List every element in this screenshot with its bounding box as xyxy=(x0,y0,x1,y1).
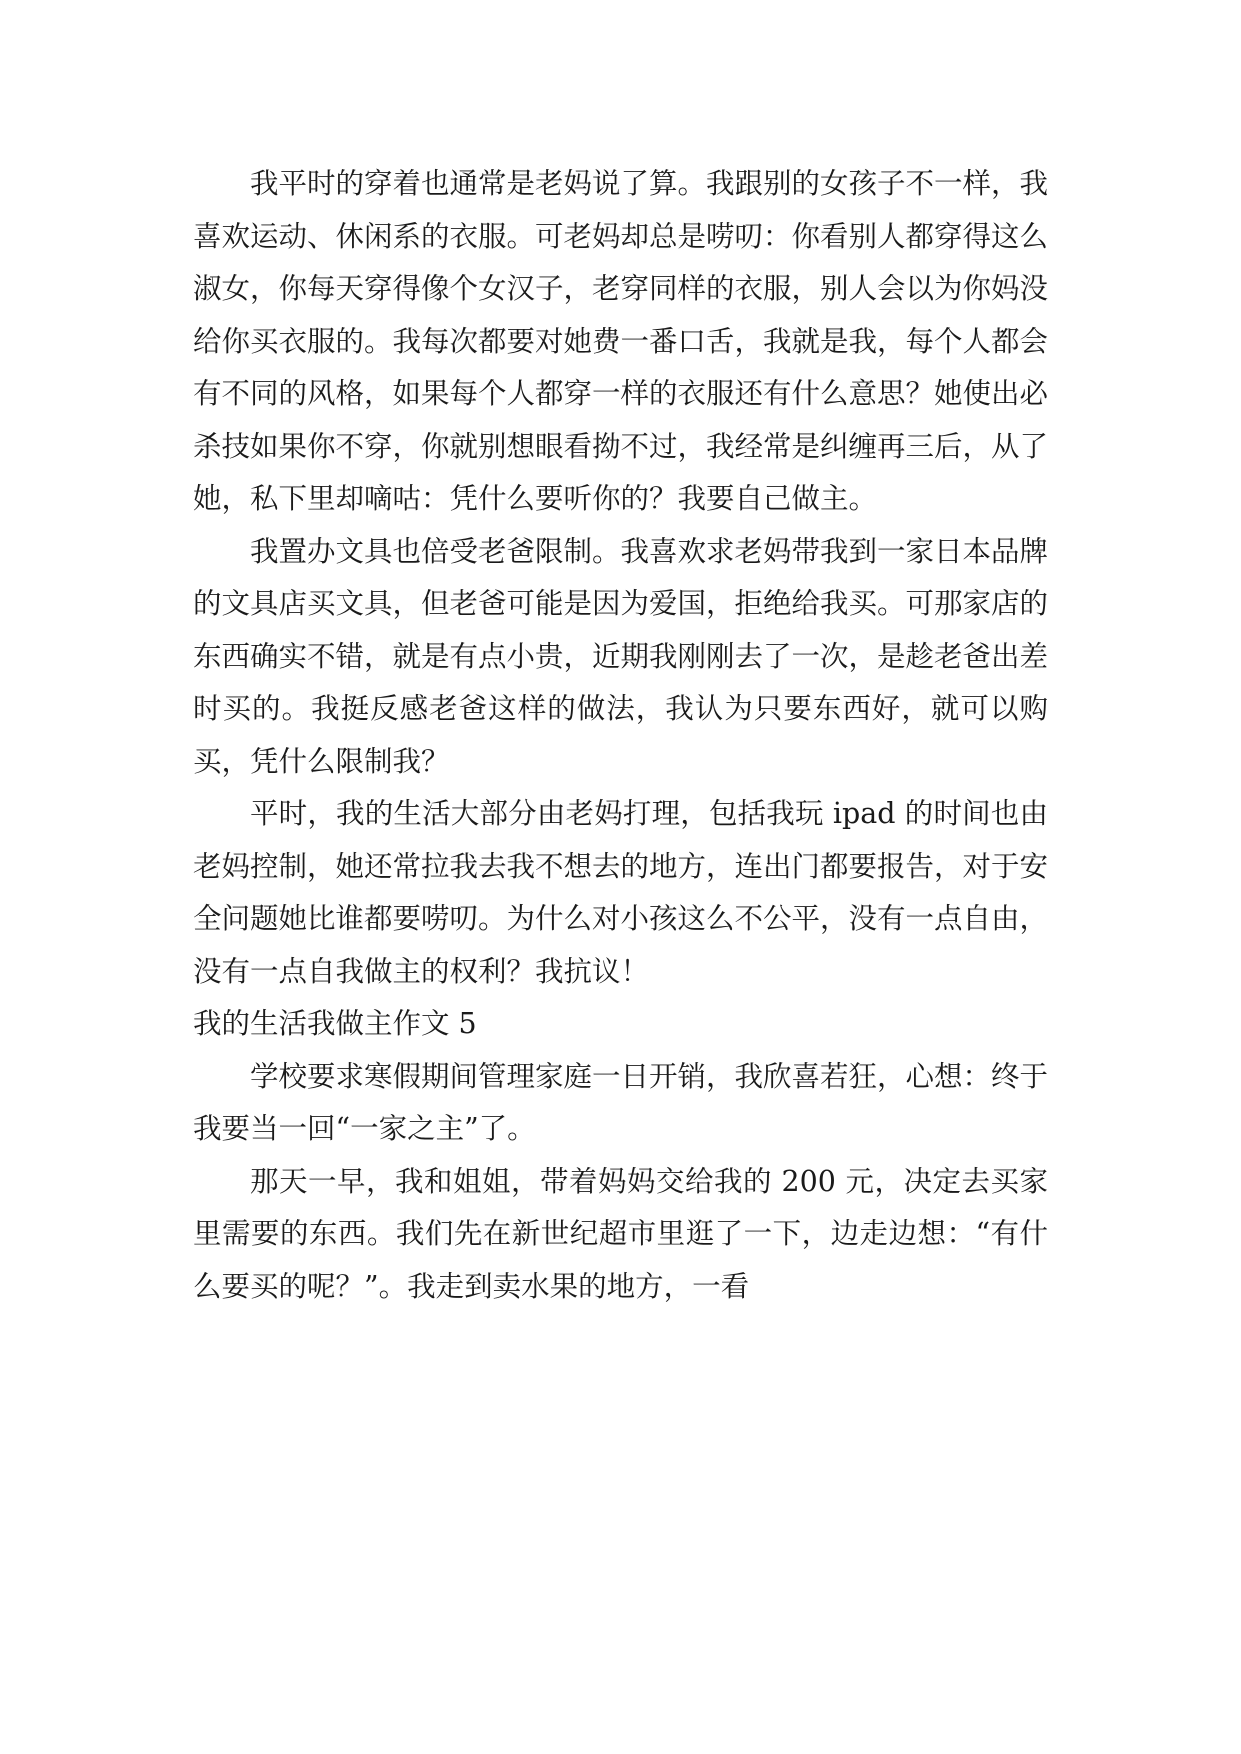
paragraph-stationery: 我置办文具也倍受老爸限制。我喜欢求老妈带我到一家日本品牌的文具店买文具，但老爸可能是因为爱国，拒绝给我买。可那家店的东西确实不错，就是有点小贵，近期我刚刚去了一次，是趁老爸出差时买的。我挺反感老爸这样的做法，我认为只要东西好，就可以购买，凭什么限制我？ xyxy=(193,534,1049,778)
paragraph-daily-life: 平时，我的生活大部分由老妈打理，包括我玩 ipad 的时间也由老妈控制，她还常拉我去我不想去的地方，连出门都要报告，对于安全问题她比谁都要唠叨。为什么对小孩这么不公平，没有一点自由，没有一点自我做主的权利？我抗议！ xyxy=(193,797,1049,988)
paragraph-winter-break: 学校要求寒假期间管理家庭一日开销，我欣喜若狂，心想：终于我要当一回“一家之主”了。 xyxy=(193,1059,1049,1145)
paragraph-shopping: 那天一早，我和姐姐，带着妈妈交给我的 200 元，决定去买家里需要的东西。我们先在新世纪超市里逛了一下，边走边想：“有什么要买的呢？”。我走到卖水果的地方，一看 xyxy=(193,1164,1048,1303)
section-heading: 我的生活我做主作文 5 xyxy=(193,1007,477,1040)
document-body xyxy=(193,158,1048,1313)
paragraph-clothing: 我平时的穿着也通常是老妈说了算。我跟别的女孩子不一样，我喜欢运动、休闲系的衣服。可老妈却总是唠叨：你看别人都穿得这么淑女，你每天穿得像个女汉子，老穿同样的衣服，别人会以为你妈没给你买衣服的。我每次都要对她费一番口舌，我就是我，每个人都会有不同的风格，如果每个人都穿一样的衣服还有什么意思？她使出必杀技如果你不穿，你就别想眼看拗不过，我经常是纠缠再三后，从了她，私下里却嘀咕：凭什么要听你的？我要自己做主。 xyxy=(193,167,1049,515)
